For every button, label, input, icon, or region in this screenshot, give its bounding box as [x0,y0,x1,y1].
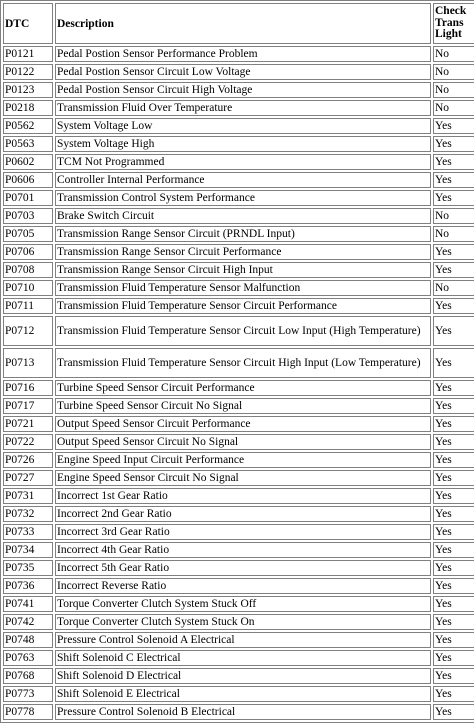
dtc-code-cell: P0218 [3,100,53,116]
table-row [3,470,474,486]
description-cell: Incorrect 3rd Gear Ratio [55,524,431,540]
check-light-cell: Yes [433,380,474,396]
header-light-line-1: Check [435,5,467,18]
check-light-cell: Yes [433,154,474,170]
description-cell: Incorrect 4th Gear Ratio [55,542,431,558]
table-row [3,82,474,98]
check-light-cell: Yes [433,190,474,206]
description-cell: Transmission Fluid Temperature Sensor Circuit Low Input (High Temperature) [55,316,431,346]
check-light-cell: Yes [433,416,474,432]
table-row [3,316,474,346]
check-light-cell: Yes [433,650,474,666]
check-light-cell: Yes [433,316,474,346]
table-row [3,542,474,558]
description-cell: Brake Switch Circuit [55,208,431,224]
check-light-cell: Yes [433,632,474,648]
description-cell: Pedal Postion Sensor Circuit High Voltage [55,82,431,98]
dtc-code-cell: P0717 [3,398,53,414]
check-light-cell: Yes [433,172,474,188]
check-light-cell: Yes [433,118,474,134]
table-row [3,190,474,206]
dtc-code-cell: P0763 [3,650,53,666]
table-row [3,136,474,152]
table-row [3,632,474,648]
description-cell: Transmission Fluid Over Temperature [55,100,431,116]
table-row [3,452,474,468]
dtc-code-cell: P0562 [3,118,53,134]
table-row [3,560,474,576]
table-row [3,154,474,170]
check-light-cell: Yes [433,578,474,594]
table-row [3,208,474,224]
description-cell: System Voltage High [55,136,431,152]
description-cell: Transmission Control System Performance [55,190,431,206]
description-cell: Pressure Control Solenoid B Electrical [55,704,431,720]
dtc-code-cell: P0773 [3,686,53,702]
column-header-check-trans-light [433,3,474,44]
description-cell: Turbine Speed Sensor Circuit Performance [55,380,431,396]
table-row [3,398,474,414]
description-cell: Output Speed Sensor Circuit Performance [55,416,431,432]
check-light-cell: No [433,280,474,296]
dtc-code-cell: P0710 [3,280,53,296]
description-cell: Incorrect Reverse Ratio [55,578,431,594]
check-light-cell: No [433,64,474,80]
table-row [3,118,474,134]
check-light-cell: Yes [433,262,474,278]
description-cell: TCM Not Programmed [55,154,431,170]
dtc-code-cell: P0734 [3,542,53,558]
description-cell: Transmission Range Sensor Circuit (PRNDL Input) [55,226,431,242]
check-light-cell: Yes [433,244,474,260]
check-light-cell: No [433,46,474,62]
check-light-cell: No [433,82,474,98]
check-light-cell: Yes [433,136,474,152]
description-cell: Pedal Postion Sensor Performance Problem [55,46,431,62]
table-row [3,416,474,432]
table-row [3,280,474,296]
dtc-code-cell: P0121 [3,46,53,62]
dtc-code-cell: P0123 [3,82,53,98]
check-light-cell: Yes [433,398,474,414]
table-row [3,380,474,396]
description-cell: Output Speed Sensor Circuit No Signal [55,434,431,450]
description-cell: Incorrect 1st Gear Ratio [55,488,431,504]
check-light-cell: Yes [433,488,474,504]
dtc-code-cell: P0721 [3,416,53,432]
dtc-code-cell: P0703 [3,208,53,224]
check-light-cell: Yes [433,298,474,314]
dtc-code-cell: P0741 [3,596,53,612]
description-cell: Transmission Fluid Temperature Sensor Circuit High Input (Low Temperature) [55,348,431,378]
dtc-code-cell: P0712 [3,316,53,346]
description-cell: System Voltage Low [55,118,431,134]
table-row [3,506,474,522]
check-light-cell: Yes [433,348,474,378]
description-cell: Pedal Postion Sensor Circuit Low Voltage [55,64,431,80]
dtc-code-cell: P0713 [3,348,53,378]
check-light-cell: Yes [433,560,474,576]
dtc-code-cell: P0708 [3,262,53,278]
table-row [3,434,474,450]
description-cell: Turbine Speed Sensor Circuit No Signal [55,398,431,414]
dtc-code-cell: P0602 [3,154,53,170]
table-body [3,46,474,720]
table-row [3,244,474,260]
table-row [3,614,474,630]
description-cell: Transmission Fluid Temperature Sensor Circuit Performance [55,298,431,314]
dtc-code-cell: P0778 [3,704,53,720]
dtc-code-cell: P0563 [3,136,53,152]
description-cell: Incorrect 2nd Gear Ratio [55,506,431,522]
description-cell: Controller Internal Performance [55,172,431,188]
check-light-cell: No [433,208,474,224]
dtc-code-cell: P0768 [3,668,53,684]
check-light-cell: Yes [433,434,474,450]
table-row [3,226,474,242]
dtc-code-cell: P0122 [3,64,53,80]
description-cell: Pressure Control Solenoid A Electrical [55,632,431,648]
check-light-cell: Yes [433,704,474,720]
column-header-description: Description [55,3,431,44]
table-row [3,298,474,314]
table-row [3,668,474,684]
description-cell: Engine Speed Input Circuit Performance [55,452,431,468]
dtc-code-cell: P0701 [3,190,53,206]
table-row [3,686,474,702]
header-light-line-3: Light [435,28,462,41]
description-cell: Transmission Range Sensor Circuit High Input [55,262,431,278]
column-header-dtc: DTC [3,3,53,44]
table-row [3,704,474,720]
check-light-cell: Yes [433,542,474,558]
check-light-cell: Yes [433,668,474,684]
check-light-cell: Yes [433,506,474,522]
check-light-cell: Yes [433,686,474,702]
description-cell: Torque Converter Clutch System Stuck Off [55,596,431,612]
check-light-cell: No [433,100,474,116]
table-row [3,46,474,62]
dtc-code-cell: P0706 [3,244,53,260]
check-light-cell: Yes [433,596,474,612]
description-cell: Transmission Fluid Temperature Sensor Malfunction [55,280,431,296]
table-row [3,100,474,116]
description-cell: Engine Speed Sensor Circuit No Signal [55,470,431,486]
table-row [3,488,474,504]
dtc-code-cell: P0731 [3,488,53,504]
table-row [3,348,474,378]
table-header-row [3,3,474,44]
check-light-cell: Yes [433,470,474,486]
table-row [3,64,474,80]
dtc-code-cell: P0711 [3,298,53,314]
dtc-code-cell: P0733 [3,524,53,540]
dtc-code-cell: P0716 [3,380,53,396]
description-cell: Incorrect 5th Gear Ratio [55,560,431,576]
dtc-code-cell: P0732 [3,506,53,522]
dtc-code-cell: P0606 [3,172,53,188]
table-row [3,578,474,594]
header-light-line-2: Trans [435,16,464,29]
dtc-code-cell: P0736 [3,578,53,594]
table-row [3,524,474,540]
dtc-code-cell: P0727 [3,470,53,486]
dtc-code-cell: P0748 [3,632,53,648]
check-light-cell: Yes [433,452,474,468]
table-row [3,262,474,278]
table-row [3,650,474,666]
check-light-cell: Yes [433,614,474,630]
table-row [3,172,474,188]
description-cell: Shift Solenoid D Electrical [55,668,431,684]
check-light-cell: No [433,226,474,242]
description-cell: Transmission Range Sensor Circuit Performance [55,244,431,260]
description-cell: Torque Converter Clutch System Stuck On [55,614,431,630]
description-cell: Shift Solenoid C Electrical [55,650,431,666]
table-row [3,596,474,612]
check-light-cell: Yes [433,524,474,540]
dtc-code-cell: P0735 [3,560,53,576]
dtc-code-cell: P0726 [3,452,53,468]
description-cell: Shift Solenoid E Electrical [55,686,431,702]
dtc-code-cell: P0722 [3,434,53,450]
dtc-code-cell: P0705 [3,226,53,242]
dtc-code-cell: P0742 [3,614,53,630]
